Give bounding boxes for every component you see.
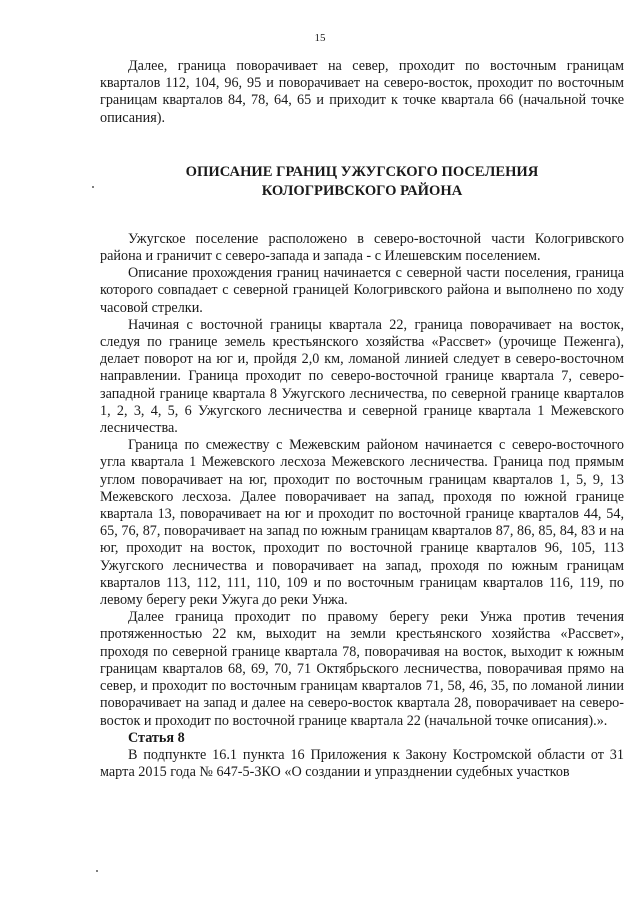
page-number: 15 xyxy=(314,32,326,44)
document-body xyxy=(100,58,624,781)
paragraph-unzha-river: Далее граница проходит по правому берегу реки Унжа против течения протяженностью 22 км, выходит на земли крестьянского хозяйства «Рассвет», проходя по северной границе квартала 78, поворачивая на восток, выходит к южным границам кварталов 68, 69, 70, 71 Октябрьского лесничества, поворачивая прямо на север, и проходит по восточным границам кварталов 71, 58, 46, 35, по ломаной линии поворачивает на запад и далее на северо-восток квартала 28, поворачивает на северо-восток и проходит по восточной границе квартала 22 (начальной точке описания).». xyxy=(100,609,624,729)
article-title: Статья 8 xyxy=(128,729,185,746)
section-heading xyxy=(100,163,624,201)
paragraph-location: Ужугское поселение расположено в северо-восточной части Кологривского района и граничит с северо-запада и запада - с Илешевским поселением. xyxy=(100,230,624,265)
section-heading-line-1: ОПИСАНИЕ ГРАНИЦ УЖУГСКОГО ПОСЕЛЕНИЯ xyxy=(185,163,539,180)
paragraph-mezhevskoy-border: Граница по смежеству с Межевским районом начинается с северо-восточного угла квартала 1 Межевского лесхоза Межевского лесничества. Граница под прямым углом поворачивает на юг, проходит по восточным границам кварталов 1, 5, 9, 13 Межевского лесхоза. Далее поворачивает на запад, проходя по южной границе квартала 13, поворачивает на юг и проходит по восточной границе кварталов 44, 54, 65, 76, 87, поворачивает на запад по южным границам кварталов 87, 86, 85, 84, 83 и на юг, проходит на восток, проходит по восточной границе кварталов 96, 105, 113 Ужугского лесничества и поворачивает на запад, проходя по южным границам кварталов 113, 112, 111, 110, 109 и по восточным границам кварталов 116, 119, по левому берегу реки Ужуга до реки Унжа. xyxy=(100,437,624,609)
scan-speck xyxy=(92,186,94,188)
article-text: В подпункте 16.1 пункта 16 Приложения к Закону Костромской области от 31 марта 2015 года № 647-5-ЗКО «О создании и упразднении судебных участков xyxy=(100,746,624,781)
intro-paragraph: Далее, граница поворачивает на север, проходит по восточным границам кварталов 112, 104, 96, 95 и поворачивает на северо-восток, проходит по восточным границам кварталов 84, 78, 64, 65 и приходит к точке квартала 66 (начальной точке описания). xyxy=(100,58,624,126)
section-heading-line-2: КОЛОГРИВСКОГО РАЙОНА xyxy=(261,182,463,199)
paragraph-north-boundary: Начиная с восточной границы квартала 22, граница поворачивает на восток, следуя по границе земель крестьянского хозяйства «Рассвет» (урочище Пеженга), делает поворот на юг и, пройдя 2,0 км, ломаной линией следует в северо-восточном направлении. Граница проходит по северо-восточной границе квартала 7, северо-западной границе квартала 8 Ужугского лесничества, по северной границе кварталов 1, 2, 3, 4, 5, 6 Ужугского лесничества и северной границе квартала 1 Межевского лесничества. xyxy=(100,316,624,437)
scan-speck xyxy=(96,870,98,872)
paragraph-description-start: Описание прохождения границ начинается с северной части поселения, граница которого совпадает с северной границей Кологривского района и выполнено по ходу часовой стрелки. xyxy=(100,265,624,316)
